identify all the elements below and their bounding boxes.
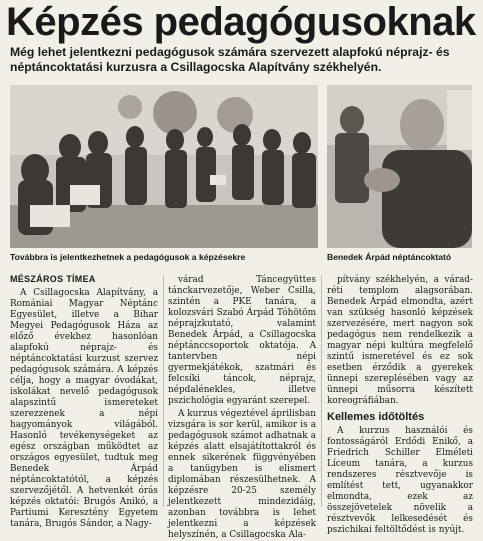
paragraph: A kurzus használói és fontosságáról Erdődi Enikő, a Friedrich Schiller Elméleti Líceum tanára, a kurzus rendszeres résztvevője is említést tett, ugyanakkor elmondta, ezek az összejövetelek növelik a résztvevők lelkesedését és pszichikai feltöltődést is nyújt.	[327, 426, 473, 535]
paragraph: A Csillagocska Alapítvány, a Romániai Magyar Néptánc Egyesület, illetve a Bihar Megyei Pedagógusok Háza az előző évekhez hasonlóan alapfokú néprajz- és néptáncoktatási kurzust szervez pedagógusok számára. A képzés célja, hogy a magyar óvodákat, iskolákat nevelő pedagógusok alapszintű ismereteket szerezzenek a népi hagyományok világából. Hasonló tevékenységeket az egész országban működtet az országos egyesület, tudtuk meg Benedek Árpád néptáncoktatótól, a képzés szervezőjétől. A hetvenkét órás képzés oktatói: Brugós Anikó, a Partiumi Keresztény Egyetem tanára, Brugós Sándor, a Nagy-	[10, 288, 158, 529]
article-column-1	[10, 288, 158, 530]
paragraph: pítvány székhelyén, a várad-réti templom alagsorában. Benedek Árpád elmondta, azért van szükség hasonló képzések szervezésére, mert nagyon sok pedagógus nem rendelkezik a magyar népi kultúra megfelelő szintű ismeretével és ez sok esetben érződik a gyerekek ünnepi szereplésében vagy az ünnepi műsorra készített koreográfiában.	[327, 275, 473, 406]
paragraph: várad Táncegyüttes tánckarvezetője, Weber Csilla, szintén a PKE tanára, a kolozsvári Szabó Árpád Tóhötöm néprajzkutató, valamint Benedek Árpád, a Csillagocska néptánccsoportok oktatója. A tantervben népi gyermekjátékok, szatmári és felcsíki táncok, néprajz, népdalénekles, illetve pszichológia egyaránt szerepel.	[168, 275, 316, 406]
photo-caption-2: Benedek Árpád néptáncoktató	[327, 252, 452, 262]
photo-teachers-group	[10, 85, 318, 248]
article-column-3	[327, 275, 473, 536]
author-byline: MÉSZÁROS TÍMEA	[10, 274, 96, 284]
column-divider	[321, 275, 322, 507]
headline: Képzés pedagógusoknak	[6, 0, 476, 44]
article-column-2	[168, 275, 316, 541]
lead-paragraph: Még lehet jelentkezni pedagógusok számára szervezett alapfokú néprajz- és néptáncoktatási kurzusra a Csillagocska Alapítvány székhelyén.	[10, 45, 450, 74]
paragraph: A kurzus végeztével áprilisban vizsgára is sor kerül, amikor is a pedagógusok számot adhatnak a képzés alatt elsajátítottakról és ennek sikerének függvényében a tanügyben is elismert diplomában részesülhetnek. A képzésre 20-25 személy jelentkezett mindezidáig, azonban továbbra is lehet jelentkezni a képzések helyszínén, a Csillagocska Ala-	[168, 409, 316, 540]
subheading: Kellemes időtöltés	[327, 411, 425, 423]
column-divider	[163, 275, 164, 507]
photo-caption-1: Továbbra is jelentkezhetnek a pedagógusok a képzésekre	[10, 252, 246, 262]
photo-instructor	[327, 85, 472, 248]
